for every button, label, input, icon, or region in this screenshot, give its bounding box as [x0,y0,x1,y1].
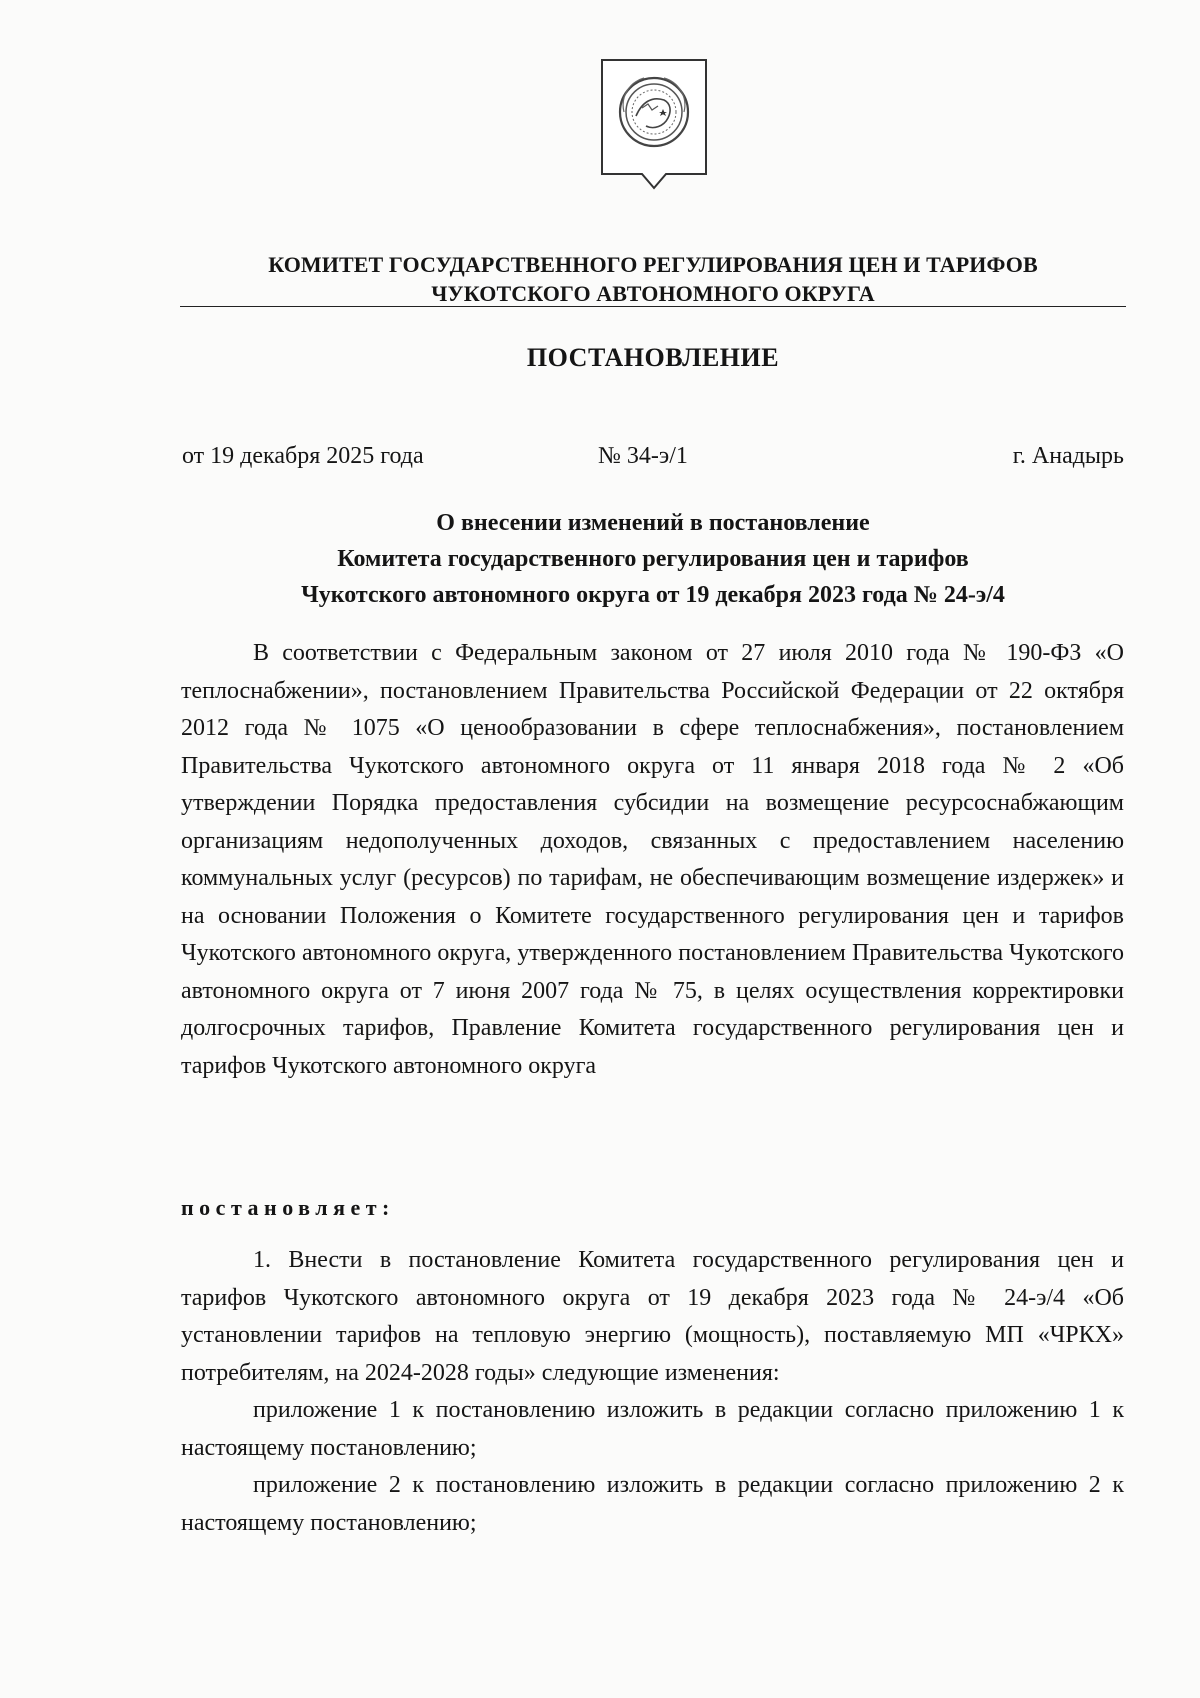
document-city: г. Анадырь [1012,443,1124,469]
organization-name-line2: ЧУКОТСКОГО АВТОНОМНОГО ОКРУГА [431,281,875,306]
item1-section [181,1242,1124,1542]
subject-line2: Комитета государственного регулирования цен и тарифов [337,546,969,572]
coat-of-arms-emblem-icon [598,56,710,204]
decree-word: постановляет: [181,1195,395,1220]
header-divider [180,306,1126,307]
subject-line1: О внесении изменений в постановление [436,510,870,536]
document-number: № 34-э/1 [598,443,688,469]
item1-sub1-paragraph: приложение 1 к постановлению изложить в редакции согласно приложению 1 к настоящему постановлению; [181,1397,1124,1461]
item1-sub2-paragraph: приложение 2 к постановлению изложить в редакции согласно приложению 2 к настоящему постановлению; [181,1472,1124,1536]
item1-paragraph: 1. Внести в постановление Комитета государственного регулирования цен и тарифов Чукотского автономного округа от 19 декабря 2023 года № 24-э/4 «Об установлении тарифов на тепловую энергию (мощность), поставляемую МП «ЧРКХ» потребителям, на 2024-2028 годы» следующие изменения: [181,1247,1124,1386]
preamble-paragraph: В соответствии с Федеральным законом от 27 июля 2010 года № 190-ФЗ «О теплоснабжении», постановлением Правительства Российской Федерации от 22 октября 2012 года № 1075 «О ценообразовании в сфере теплоснабжения», постановлением Правительства Чукотского автономного округа от 11 января 2018 года № 2 «Об утверждении Порядка предоставления субсидии на возмещение ресурсоснабжающим организациям недополученных доходов, связанных с предоставлением населению коммунальных услуг (ресурсов) по тарифам, не обеспечивающим возмещение издержек» и на основании Положения о Комитете государственного регулирования цен и тарифов Чукотского автономного округа, утвержденного постановлением Правительства Чукотского автономного округа от 7 июня 2007 года № 75, в целях осуществления корректировки долгосрочных тарифов, Правление Комитета государственного регулирования цен и тарифов Чукотского автономного округа [181,640,1124,1079]
document-subject [180,505,1126,613]
organization-name [180,250,1126,308]
organization-name-line1: КОМИТЕТ ГОСУДАРСТВЕННОГО РЕГУЛИРОВАНИЯ ЦЕН И ТАРИФОВ [268,252,1038,277]
document-type-title: ПОСТАНОВЛЕНИЕ [526,343,780,372]
subject-line3: Чукотского автономного округа от 19 декабря 2023 года № 24-э/4 [301,582,1005,608]
preamble-section [181,635,1124,1085]
document-date: от 19 декабря 2025 года [182,443,424,469]
